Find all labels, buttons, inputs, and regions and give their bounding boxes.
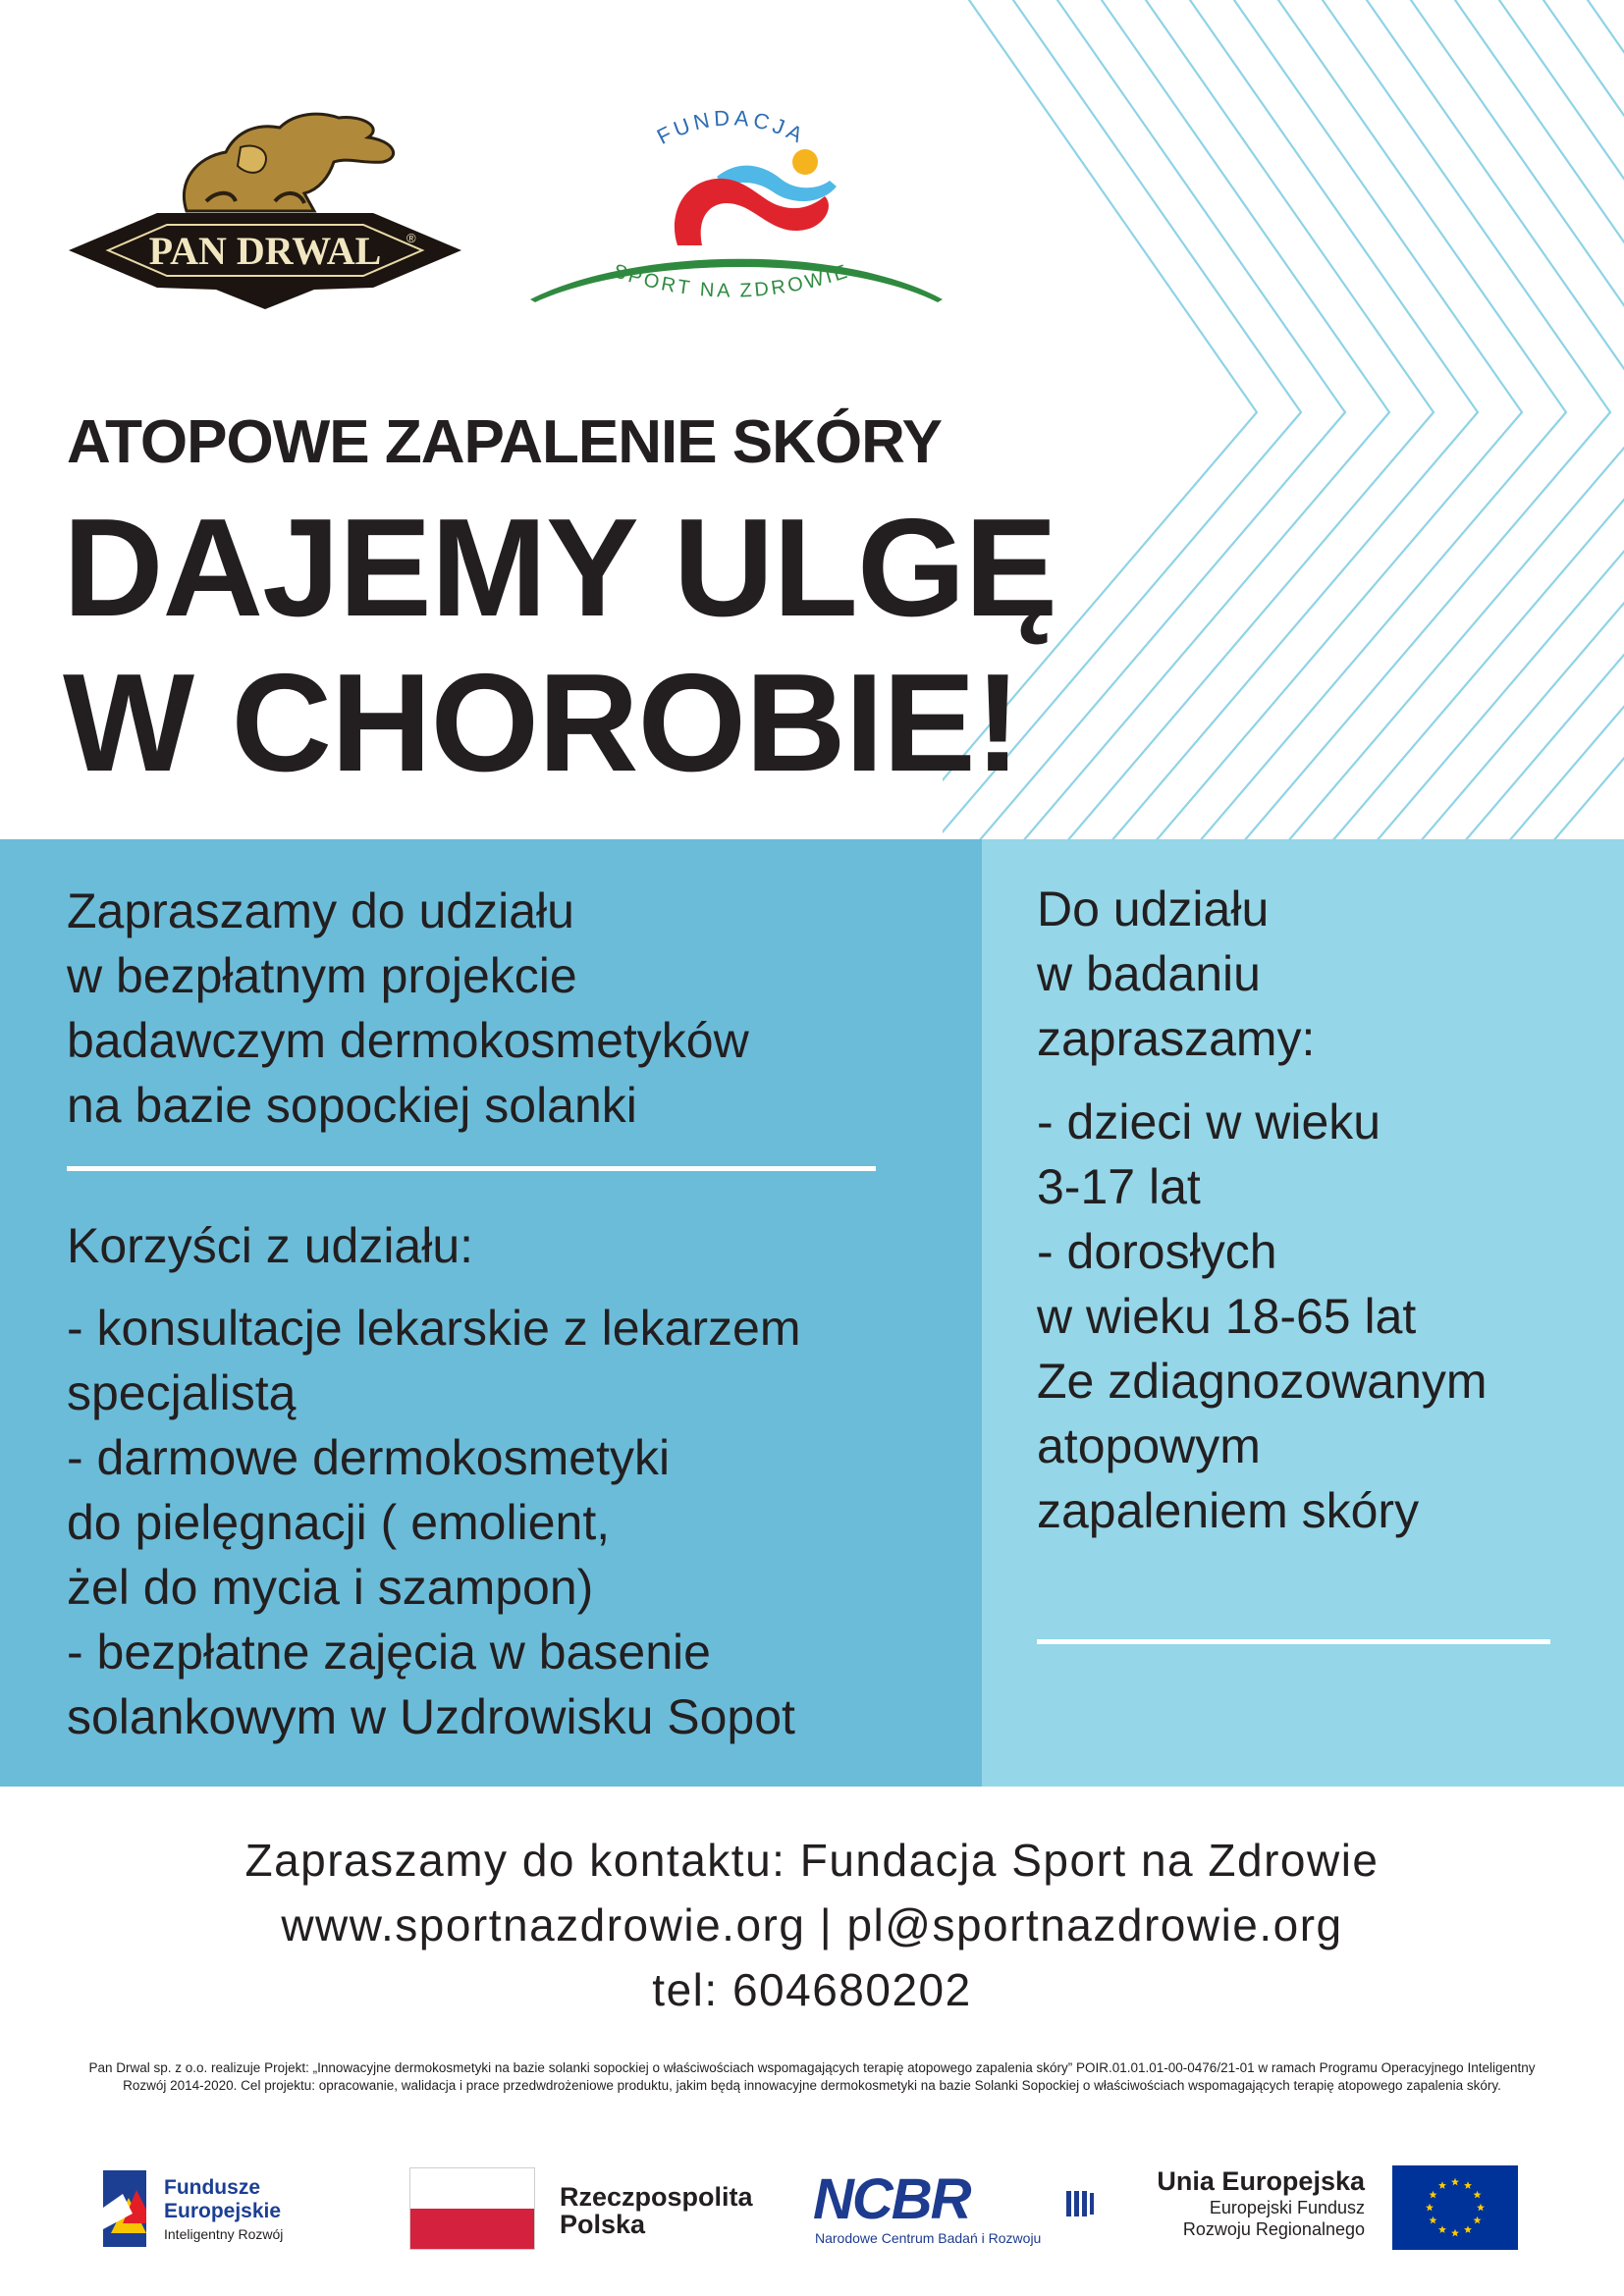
heading-title-line: W CHOROBIE!	[63, 645, 1021, 801]
eligibility-line: Ze zdiagnozowanym	[1037, 1354, 1488, 1409]
chevron-line	[1502, 0, 1624, 839]
chevron-line	[1193, 0, 1566, 839]
chevron-line	[1237, 0, 1610, 839]
svg-text:Inteligentny Rozwój: Inteligentny Rozwój	[164, 2226, 284, 2242]
eligibility-line: w wieku 18-65 lat	[1037, 1289, 1417, 1344]
eligibility-heading-line: Do udziału	[1037, 881, 1270, 936]
eligibility-heading-line: w badaniu	[1037, 946, 1261, 1001]
invitation-line: Zapraszamy do udziału	[67, 883, 574, 938]
eligibility-line: atopowym	[1037, 1418, 1261, 1473]
benefit-line: - bezpłatne zajęcia w basenie	[67, 1625, 711, 1680]
svg-text:Europejskie: Europejskie	[164, 2200, 282, 2222]
ncbr-logo	[813, 2169, 1108, 2248]
svg-text:Fundusze: Fundusze	[164, 2176, 260, 2199]
benefit-line: - darmowe dermokosmetyki	[67, 1430, 671, 1485]
invitation-line: badawczym dermokosmetyków	[67, 1013, 749, 1068]
project-invitation	[67, 879, 749, 1138]
chevron-line	[1546, 0, 1624, 839]
benefit-line: solankowym w Uzdrowisku Sopot	[67, 1689, 795, 1744]
eligibility-line: zapaleniem skóry	[1037, 1483, 1420, 1538]
contact-heading: Zapraszamy do kontaktu: Fundacja Sport na Zdrowie	[244, 1835, 1380, 1886]
chevron-line	[1060, 0, 1434, 839]
unia-europejska-label: Unia Europejska Europejski Fundusz Rozwoju Regionalnego	[1157, 2166, 1365, 2239]
rzeczpospolita-polska-label: Rzeczpospolita Polska	[560, 2182, 753, 2239]
contact-web-email[interactable]: www.sportnazdrowie.org | pl@sportnazdrowie.org	[281, 1899, 1343, 1950]
chevron-line	[1458, 0, 1624, 839]
heading-title-line: DAJEMY ULGĘ	[63, 490, 1057, 646]
right-divider	[1037, 1639, 1550, 1644]
svg-text:SPORT NA ZDROWIE: SPORT NA ZDROWIE	[610, 260, 853, 302]
polish-flag-icon	[409, 2167, 535, 2250]
svg-text:Narodowe Centrum Badań i Rozwo: Narodowe Centrum Badań i Rozwoju	[815, 2230, 1042, 2246]
svg-text:®: ®	[406, 231, 416, 245]
chevron-line	[1326, 0, 1624, 839]
chevron-line	[1414, 0, 1624, 839]
benefit-line: - konsultacje lekarskie z lekarzem	[67, 1301, 801, 1356]
eligibility-line: 3-17 lat	[1037, 1159, 1201, 1214]
benefit-line: do pielęgnacji ( emolient,	[67, 1495, 611, 1550]
eligibility-heading	[1037, 877, 1315, 1071]
benefit-line: żel do mycia i szampon)	[67, 1560, 594, 1615]
eligibility-line: - dzieci w wieku	[1037, 1095, 1381, 1149]
left-divider	[67, 1166, 876, 1171]
eligibility-heading-line: zapraszamy:	[1037, 1011, 1316, 1066]
fundusze-europejskie-logo	[103, 2164, 329, 2253]
project-fine-print: Pan Drwal sp. z o.o. realizuje Projekt: „Innowacyjne dermokosmetyki na bazie solanki sopockiej o właściwościach wspomagających terapię atopowego zapalenia skóry” POIR.01.01.01-00-0476/21-01 w ramach Programu Operacyjnego Inteligentny Rozwój 2014-2020. Cel projektu: opracowanie, walidacja i prace przedwdrożeniowe produktu, jakim będą innowacyjne dermokosmetyki na bazie Solanki Sopockiej o właściwościach wspomagających terapię atopowego zapalenia skóry.	[88, 2060, 1536, 2093]
svg-text:NCBR: NCBR	[813, 2169, 970, 2231]
invitation-line: w bezpłatnym projekcie	[67, 948, 577, 1003]
contact-phone[interactable]: tel: 604680202	[652, 1964, 972, 2015]
invitation-line: na bazie sopockiej solanki	[67, 1078, 637, 1133]
chevron-line	[1149, 0, 1522, 839]
benefits-list	[67, 1296, 801, 1749]
heading-title	[63, 491, 1056, 801]
chevron-line	[1016, 0, 1389, 839]
pan-drwal-logo-text: PAN DRWAL	[148, 229, 382, 273]
svg-text:FUNDACJA: FUNDACJA	[652, 108, 811, 149]
heading-subtitle: ATOPOWE ZAPALENIE SKÓRY	[67, 408, 942, 476]
fundacja-sport-na-zdrowie-logo	[520, 108, 952, 304]
eu-flag-icon	[1392, 2165, 1518, 2250]
benefits-heading: Korzyści z udziału:	[67, 1218, 474, 1273]
pan-drwal-logo	[69, 103, 461, 309]
chevron-line	[1105, 0, 1478, 839]
eligibility-line: - dorosłych	[1037, 1224, 1277, 1279]
eligibility-list	[1037, 1090, 1488, 1543]
contact-info	[0, 1828, 1624, 2022]
benefit-line: specjalistą	[67, 1365, 297, 1420]
